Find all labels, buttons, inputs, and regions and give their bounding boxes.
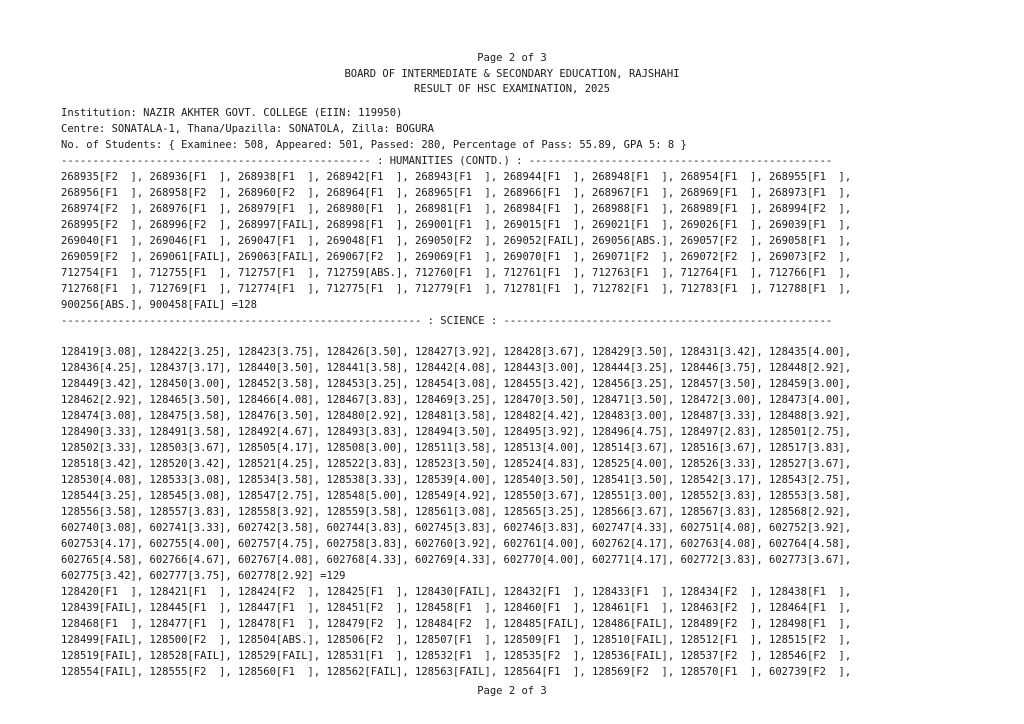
humanities-divider: ------------------------------------------------- : HUMANITIES (CONTD.) : ------------------------------------------------ [61, 155, 833, 167]
result-line: 128439[FAIL], 128445[F1 ], 128447[F1 ], 128451[F2 ], 128458[F1 ], 128460[F1 ], 128461[F1 ], 128463[F2 ], 128464[F1 ], [61, 602, 852, 614]
result-line: 712754[F1 ], 712755[F1 ], 712757[F1 ], 712759[ABS.], 712760[F1 ], 712761[F1 ], 712763[F1 ], 712764[F1 ], 712766[F1 ], [61, 267, 852, 279]
result-line: 128462[2.92], 128465[3.50], 128466[4.08], 128467[3.83], 128469[3.25], 128470[3.50], 128471[3.50], 128472[3.00], 128473[4.00], [61, 394, 852, 406]
result-line: 128554[FAIL], 128555[F2 ], 128560[F1 ], 128562[FAIL], 128563[FAIL], 128564[F1 ], 128569[F2 ], 128570[F1 ], 602739[F2 ], [61, 666, 852, 678]
result-line: 268956[F1 ], 268958[F2 ], 268960[F2 ], 268964[F1 ], 268965[F1 ], 268966[F1 ], 268967[F1 ], 268969[F1 ], 268973[F1 ], [61, 187, 852, 199]
result-line: 128518[3.42], 128520[3.42], 128521[4.25], 128522[3.83], 128523[3.50], 128524[4.83], 128525[4.00], 128526[3.33], 128527[3.67], [61, 458, 852, 470]
result-line: 602740[3.08], 602741[3.33], 602742[3.58], 602744[3.83], 602745[3.83], 602746[3.83], 602747[4.33], 602751[4.08], 602752[3.92], [61, 522, 852, 534]
result-line: 269059[F2 ], 269061[FAIL], 269063[FAIL], 269067[F2 ], 269069[F1 ], 269070[F1 ], 269071[F2 ], 269072[F2 ], 269073[F2 ], [61, 251, 852, 263]
result-line: 602753[4.17], 602755[4.00], 602757[4.75], 602758[3.83], 602760[3.92], 602761[4.00], 602762[4.17], 602763[4.08], 602764[4.58], [61, 538, 852, 550]
centre-line: Centre: SONATALA-1, Thana/Upazilla: SONATOLA, Zilla: BOGURA [61, 123, 434, 135]
result-line: 128519[FAIL], 128528[FAIL], 128529[FAIL], 128531[F1 ], 128532[F1 ], 128535[F2 ], 128536[FAIL], 128537[F2 ], 128546[F2 ], [61, 650, 852, 662]
page-number-top: Page 2 of 3 [477, 52, 547, 64]
result-line: 268935[F2 ], 268936[F1 ], 268938[F1 ], 268942[F1 ], 268943[F1 ], 268944[F1 ], 268948[F1 ], 268954[F1 ], 268955[F1 ], [61, 171, 852, 183]
exam-title: RESULT OF HSC EXAMINATION, 2025 [414, 83, 610, 95]
result-line: 128449[3.42], 128450[3.00], 128452[3.58], 128453[3.25], 128454[3.08], 128455[3.42], 128456[3.25], 128457[3.50], 128459[3.00], [61, 378, 852, 390]
result-line: 900256[ABS.], 900458[FAIL] =128 [61, 299, 257, 311]
result-line: 128419[3.08], 128422[3.25], 128423[3.75], 128426[3.50], 128427[3.92], 128428[3.67], 128429[3.50], 128431[3.42], 128435[4.00], [61, 346, 852, 358]
result-line: 128420[F1 ], 128421[F1 ], 128424[F2 ], 128425[F1 ], 128430[FAIL], 128432[F1 ], 128433[F1 ], 128434[F2 ], 128438[F1 ], [61, 586, 852, 598]
result-line: 128499[FAIL], 128500[F2 ], 128504[ABS.], 128506[F2 ], 128507[F1 ], 128509[F1 ], 128510[FAIL], 128512[F1 ], 128515[F2 ], [61, 634, 852, 646]
result-line: 128436[4.25], 128437[3.17], 128440[3.50], 128441[3.58], 128442[4.08], 128443[3.00], 128444[3.25], 128446[3.75], 128448[2.92], [61, 362, 852, 374]
result-line: 602765[4.58], 602766[4.67], 602767[4.08], 602768[4.33], 602769[4.33], 602770[4.00], 602771[4.17], 602772[3.83], 602773[3.67], [61, 554, 852, 566]
result-line: 269040[F1 ], 269046[F1 ], 269047[F1 ], 269048[F1 ], 269050[F2 ], 269052[FAIL], 269056[ABS.], 269057[F2 ], 269058[F1 ], [61, 235, 852, 247]
result-line: 128502[3.33], 128503[3.67], 128505[4.17], 128508[3.00], 128511[3.58], 128513[4.00], 128514[3.67], 128516[3.67], 128517[3.83], [61, 442, 852, 454]
page-number-bottom: Page 2 of 3 [477, 685, 547, 697]
board-title: BOARD OF INTERMEDIATE & SECONDARY EDUCATION, RAJSHAHI [344, 68, 680, 80]
result-line: 128544[3.25], 128545[3.08], 128547[2.75], 128548[5.00], 128549[4.92], 128550[3.67], 128551[3.00], 128552[3.83], 128553[3.58], [61, 490, 852, 502]
science-divider: --------------------------------------------------------- : SCIENCE : ---------------------------------------------------- [61, 315, 833, 327]
institution-line: Institution: NAZIR AKHTER GOVT. COLLEGE (EIIN: 119950) [61, 107, 403, 119]
result-line: 128530[4.08], 128533[3.08], 128534[3.58], 128538[3.33], 128539[4.00], 128540[3.50], 128541[3.50], 128542[3.17], 128543[2.75], [61, 474, 852, 486]
result-line: 128468[F1 ], 128477[F1 ], 128478[F1 ], 128479[F2 ], 128484[F2 ], 128485[FAIL], 128486[FAIL], 128489[F2 ], 128498[F1 ], [61, 618, 852, 630]
result-line: 128556[3.58], 128557[3.83], 128558[3.92], 128559[3.58], 128561[3.08], 128565[3.25], 128566[3.67], 128567[3.83], 128568[2.92], [61, 506, 852, 518]
result-line: 268995[F2 ], 268996[F2 ], 268997[FAIL], 268998[F1 ], 269001[F1 ], 269015[F1 ], 269021[F1 ], 269026[F1 ], 269039[F1 ], [61, 219, 852, 231]
result-line: 602775[3.42], 602777[3.75], 602778[2.92] =129 [61, 570, 346, 582]
student-count-line: No. of Students: { Examinee: 508, Appeared: 501, Passed: 280, Percentage of Pass: 55.89, GPA 5: 8 } [61, 139, 687, 151]
result-line: 712768[F1 ], 712769[F1 ], 712774[F1 ], 712775[F1 ], 712779[F1 ], 712781[F1 ], 712782[F1 ], 712783[F1 ], 712788[F1 ], [61, 283, 852, 295]
result-line: 128474[3.08], 128475[3.58], 128476[3.50], 128480[2.92], 128481[3.58], 128482[4.42], 128483[3.00], 128487[3.33], 128488[3.92], [61, 410, 852, 422]
result-line: 268974[F2 ], 268976[F1 ], 268979[F1 ], 268980[F1 ], 268981[F1 ], 268984[F1 ], 268988[F1 ], 268989[F1 ], 268994[F2 ], [61, 203, 852, 215]
result-line: 128490[3.33], 128491[3.58], 128492[4.67], 128493[3.83], 128494[3.50], 128495[3.92], 128496[4.75], 128497[2.83], 128501[2.75], [61, 426, 852, 438]
